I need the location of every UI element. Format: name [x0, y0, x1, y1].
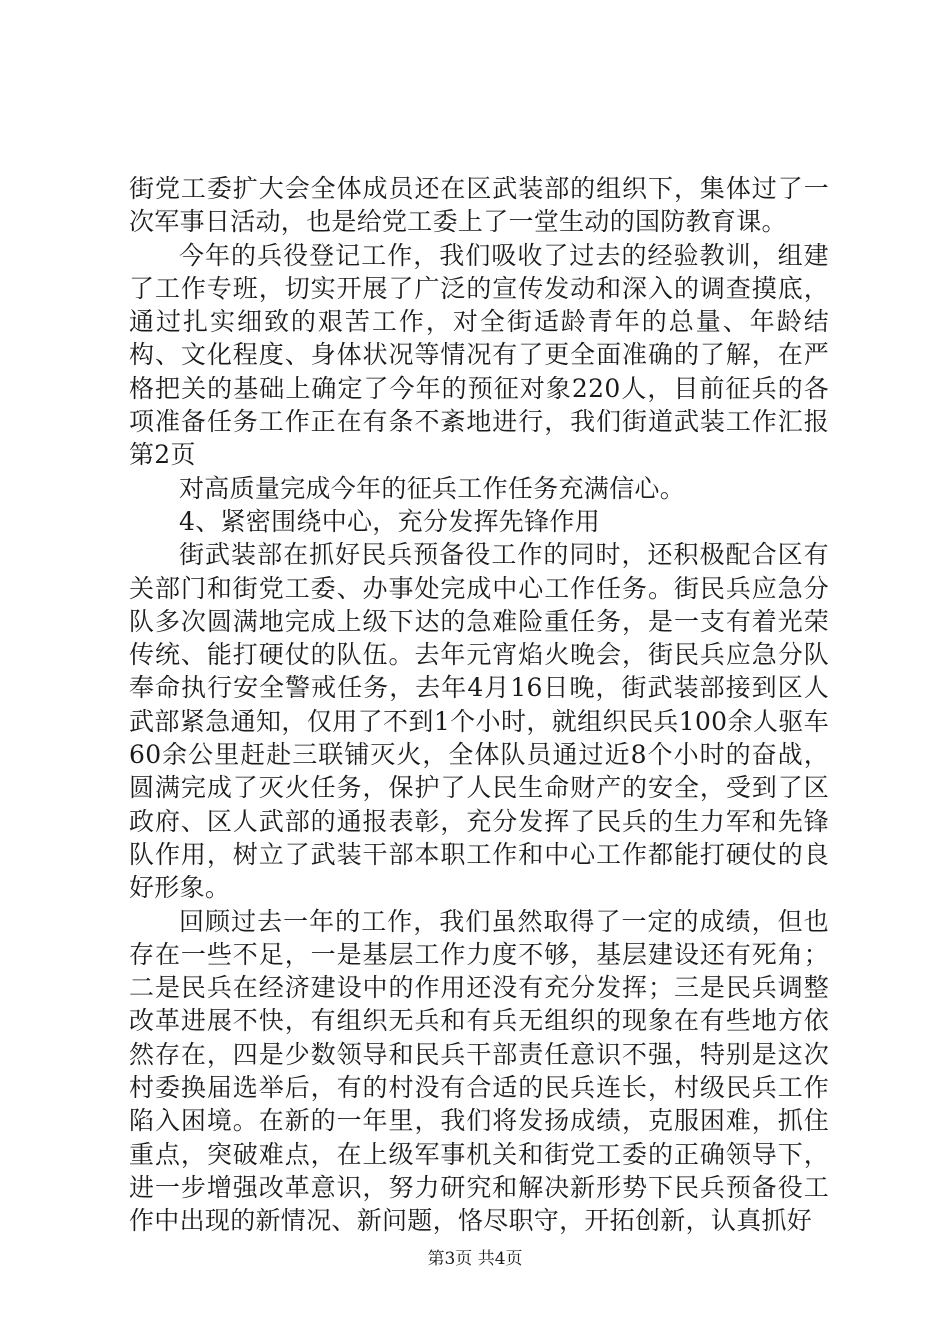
- document-body: [129, 172, 829, 1238]
- paragraph-2: 今年的兵役登记工作，我们吸收了过去的经验教训，组建了工作专班，切实开展了广泛的宣传发动和深入的调查摸底，通过扎实细致的艰苦工作，对全街适龄青年的总量、年龄结构、文化程度、身体状况等情况有了更全面准确的了解，在严格把关的基础上确定了今年的预征对象220人，目前征兵的各项准备任务工作正在有条不紊地进行，我们街道武装工作汇报第2页: [129, 240, 829, 470]
- section-heading: 4、紧密围绕中心，充分发挥先锋作用: [179, 506, 601, 536]
- page-footer: 第3页 共4页: [427, 1249, 523, 1269]
- paragraph-1: 街党工委扩大会全体成员还在区武装部的组织下，集体过了一次军事日活动，也是给党工委上了一堂生动的国防教育课。: [129, 174, 829, 237]
- paragraph-4: 街武装部在抓好民兵预备役工作的同时，还积极配合区有关部门和街党工委、办事处完成中心工作任务。街民兵应急分队多次圆满地完成上级下达的急难险重任务，是一支有着光荣传统、能打硬仗的队伍。去年元宵焰火晚会，街民兵应急分队奉命执行安全警戒任务，去年4月16日晚，街武装部接到区人武部紧急通知，仅用了不到1个小时，就组织民兵100余人驱车60余公里赶赴三联铺灭火，全体队员通过近8个小时的奋战，圆满完成了灭火任务，保护了人民生命财产的安全，受到了区政府、区人武部的通报表彰，充分发挥了民兵的生力军和先锋队作用，树立了武装干部本职工作和中心工作都能打硬仗的良好形象。: [129, 540, 829, 903]
- paragraph-3: 对高质量完成今年的征兵工作任务充满信心。: [179, 473, 686, 503]
- paragraph-5: 回顾过去一年的工作，我们虽然取得了一定的成绩，但也存在一些不足，一是基层工作力度不够，基层建设还有死角；二是民兵在经济建设中的作用还没有充分发挥；三是民兵调整改革进展不快，有组织无兵和有兵无组织的现象在有些地方依然存在，四是少数领导和民兵干部责任意识不强，特别是这次村委换届选举后，有的村没有合适的民兵连长，村级民兵工作陷入困境。在新的一年里，我们将发扬成绩，克服困难，抓住重点，突破难点，在上级军事机关和街党工委的正确领导下，进一步增强改革意识，努力研究和解决新形势下民兵预备役工作中出现的新情况、新问题，恪尽职守，开拓创新，认真抓好: [129, 906, 829, 1236]
